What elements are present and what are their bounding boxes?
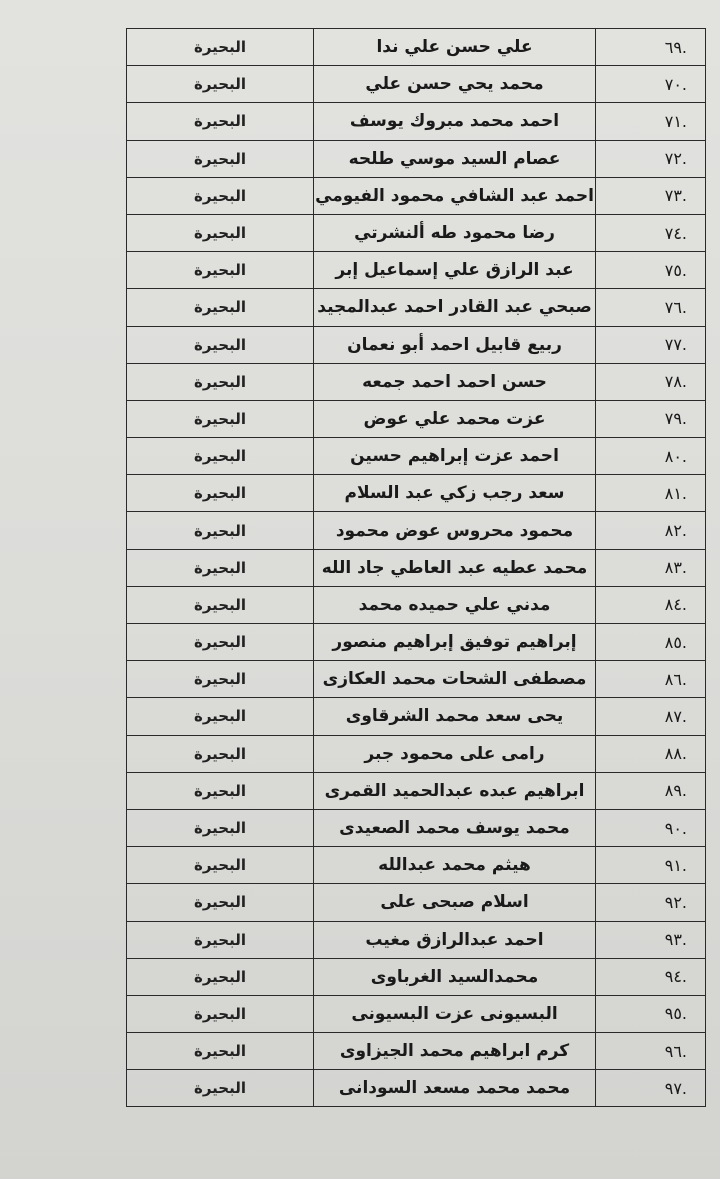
- table-row: [127, 884, 705, 921]
- governorate: البحيرة: [193, 261, 247, 280]
- person-name: مصطفى الشحات محمد العكازى: [313, 661, 595, 697]
- governorate: البحيرة: [193, 38, 247, 57]
- table-row: [127, 141, 705, 178]
- row-number: .٨٨: [595, 736, 705, 772]
- table-row: [127, 512, 705, 549]
- table-row: [127, 810, 705, 847]
- person-name: رامى على محمود جبر: [313, 736, 595, 772]
- row-number: .٧٣: [595, 178, 705, 214]
- person-name: اسلام صبحى على: [313, 884, 595, 920]
- governorate: البحيرة: [193, 1004, 247, 1023]
- person-name: علي حسن علي ندا: [313, 29, 595, 65]
- table-row: [127, 550, 705, 587]
- row-number: .٩٣: [595, 922, 705, 958]
- person-name: احمد محمد مبروك يوسف: [313, 103, 595, 139]
- person-name: ابراهيم عبده عبدالحميد القمرى: [313, 773, 595, 809]
- row-number: .٦٩: [595, 29, 705, 65]
- row-number: .٧٢: [595, 141, 705, 177]
- governorate: البحيرة: [193, 595, 247, 614]
- person-name: محمدالسيد الغرباوى: [313, 959, 595, 995]
- person-name: احمد عبد الشافي محمود الفيومي: [313, 178, 595, 214]
- table-row: [127, 66, 705, 103]
- table-row: [127, 327, 705, 364]
- row-number: .٨٦: [595, 661, 705, 697]
- table-row: [127, 252, 705, 289]
- row-number: .٧٠: [595, 66, 705, 102]
- table-row: [127, 289, 705, 326]
- person-name: عصام السيد موسي طلحه: [313, 141, 595, 177]
- person-name: يحى سعد محمد الشرقاوى: [313, 698, 595, 734]
- table-row: [127, 959, 705, 996]
- person-name: محمد عطيه عبد العاطي جاد الله: [313, 550, 595, 586]
- table-row: [127, 996, 705, 1033]
- row-number: .٩٠: [595, 810, 705, 846]
- governorate: البحيرة: [193, 967, 247, 986]
- governorate: البحيرة: [193, 372, 247, 391]
- governorate: البحيرة: [193, 149, 247, 168]
- governorate: البحيرة: [193, 335, 247, 354]
- person-name: احمد عزت إبراهيم حسين: [313, 438, 595, 474]
- table-row: [127, 364, 705, 401]
- table-row: [127, 624, 705, 661]
- person-name: صبحي عبد القادر احمد عبدالمجيد: [313, 289, 595, 325]
- governorate: البحيرة: [193, 112, 247, 131]
- governorate: البحيرة: [193, 409, 247, 428]
- row-number: .٩٦: [595, 1033, 705, 1069]
- row-number: .٧٧: [595, 327, 705, 363]
- governorate: البحيرة: [193, 930, 247, 949]
- governorate: البحيرة: [193, 224, 247, 243]
- row-number: .٧٨: [595, 364, 705, 400]
- table-row: [127, 29, 705, 66]
- row-number: .٧٦: [595, 289, 705, 325]
- names-table: [126, 28, 706, 1107]
- row-number: .٨٩: [595, 773, 705, 809]
- governorate: البحيرة: [193, 298, 247, 317]
- person-name: محمود محروس عوض محمود: [313, 512, 595, 548]
- person-name: هيثم محمد عبدالله: [313, 847, 595, 883]
- governorate: البحيرة: [193, 707, 247, 726]
- row-number: .٧٤: [595, 215, 705, 251]
- row-number: .٩٧: [595, 1070, 705, 1106]
- governorate: البحيرة: [193, 781, 247, 800]
- person-name: محمد محمد مسعد السودانى: [313, 1070, 595, 1106]
- governorate: البحيرة: [193, 558, 247, 577]
- governorate: البحيرة: [193, 447, 247, 466]
- governorate: البحيرة: [193, 744, 247, 763]
- governorate: البحيرة: [193, 186, 247, 205]
- row-number: .٨٥: [595, 624, 705, 660]
- governorate: البحيرة: [193, 1042, 247, 1061]
- row-number: .٨٧: [595, 698, 705, 734]
- table-row: [127, 736, 705, 773]
- table-row: [127, 698, 705, 735]
- governorate: البحيرة: [193, 893, 247, 912]
- row-number: .٧٩: [595, 401, 705, 437]
- table-row: [127, 103, 705, 140]
- row-number: .٩١: [595, 847, 705, 883]
- person-name: احمد عبدالرازق مغيب: [313, 922, 595, 958]
- person-name: إبراهيم توفيق إبراهيم منصور: [313, 624, 595, 660]
- governorate: البحيرة: [193, 633, 247, 652]
- row-number: .٨٢: [595, 512, 705, 548]
- row-number: .٨٠: [595, 438, 705, 474]
- table-row: [127, 773, 705, 810]
- person-name: محمد يحي حسن علي: [313, 66, 595, 102]
- governorate: البحيرة: [193, 856, 247, 875]
- person-name: عزت محمد علي عوض: [313, 401, 595, 437]
- row-number: .٨٤: [595, 587, 705, 623]
- row-number: .٩٤: [595, 959, 705, 995]
- row-number: .٨١: [595, 475, 705, 511]
- governorate: البحيرة: [193, 670, 247, 689]
- row-number: .٩٢: [595, 884, 705, 920]
- person-name: كرم ابراهيم محمد الجيزاوى: [313, 1033, 595, 1069]
- person-name: ربيع قابيل احمد أبو نعمان: [313, 327, 595, 363]
- row-number: .٧١: [595, 103, 705, 139]
- governorate: البحيرة: [193, 1079, 247, 1098]
- table-row: [127, 661, 705, 698]
- person-name: رضا محمود طه ألنشرتي: [313, 215, 595, 251]
- table-row: [127, 922, 705, 959]
- person-name: سعد رجب زكي عبد السلام: [313, 475, 595, 511]
- table-row: [127, 847, 705, 884]
- row-number: .٨٣: [595, 550, 705, 586]
- table-row: [127, 438, 705, 475]
- person-name: عبد الرازق علي إسماعيل إبر: [313, 252, 595, 288]
- governorate: البحيرة: [193, 819, 247, 838]
- table-row: [127, 178, 705, 215]
- table-row: [127, 1070, 705, 1107]
- governorate: البحيرة: [193, 75, 247, 94]
- table-row: [127, 1033, 705, 1070]
- person-name: حسن احمد احمد جمعه: [313, 364, 595, 400]
- person-name: مدني علي حميده محمد: [313, 587, 595, 623]
- governorate: البحيرة: [193, 521, 247, 540]
- table-row: [127, 401, 705, 438]
- table-row: [127, 215, 705, 252]
- row-number: .٧٥: [595, 252, 705, 288]
- row-number: .٩٥: [595, 996, 705, 1032]
- person-name: البسيونى عزت البسيونى: [313, 996, 595, 1032]
- table-row: [127, 475, 705, 512]
- governorate: البحيرة: [193, 484, 247, 503]
- person-name: محمد يوسف محمد الصعيدى: [313, 810, 595, 846]
- table-row: [127, 587, 705, 624]
